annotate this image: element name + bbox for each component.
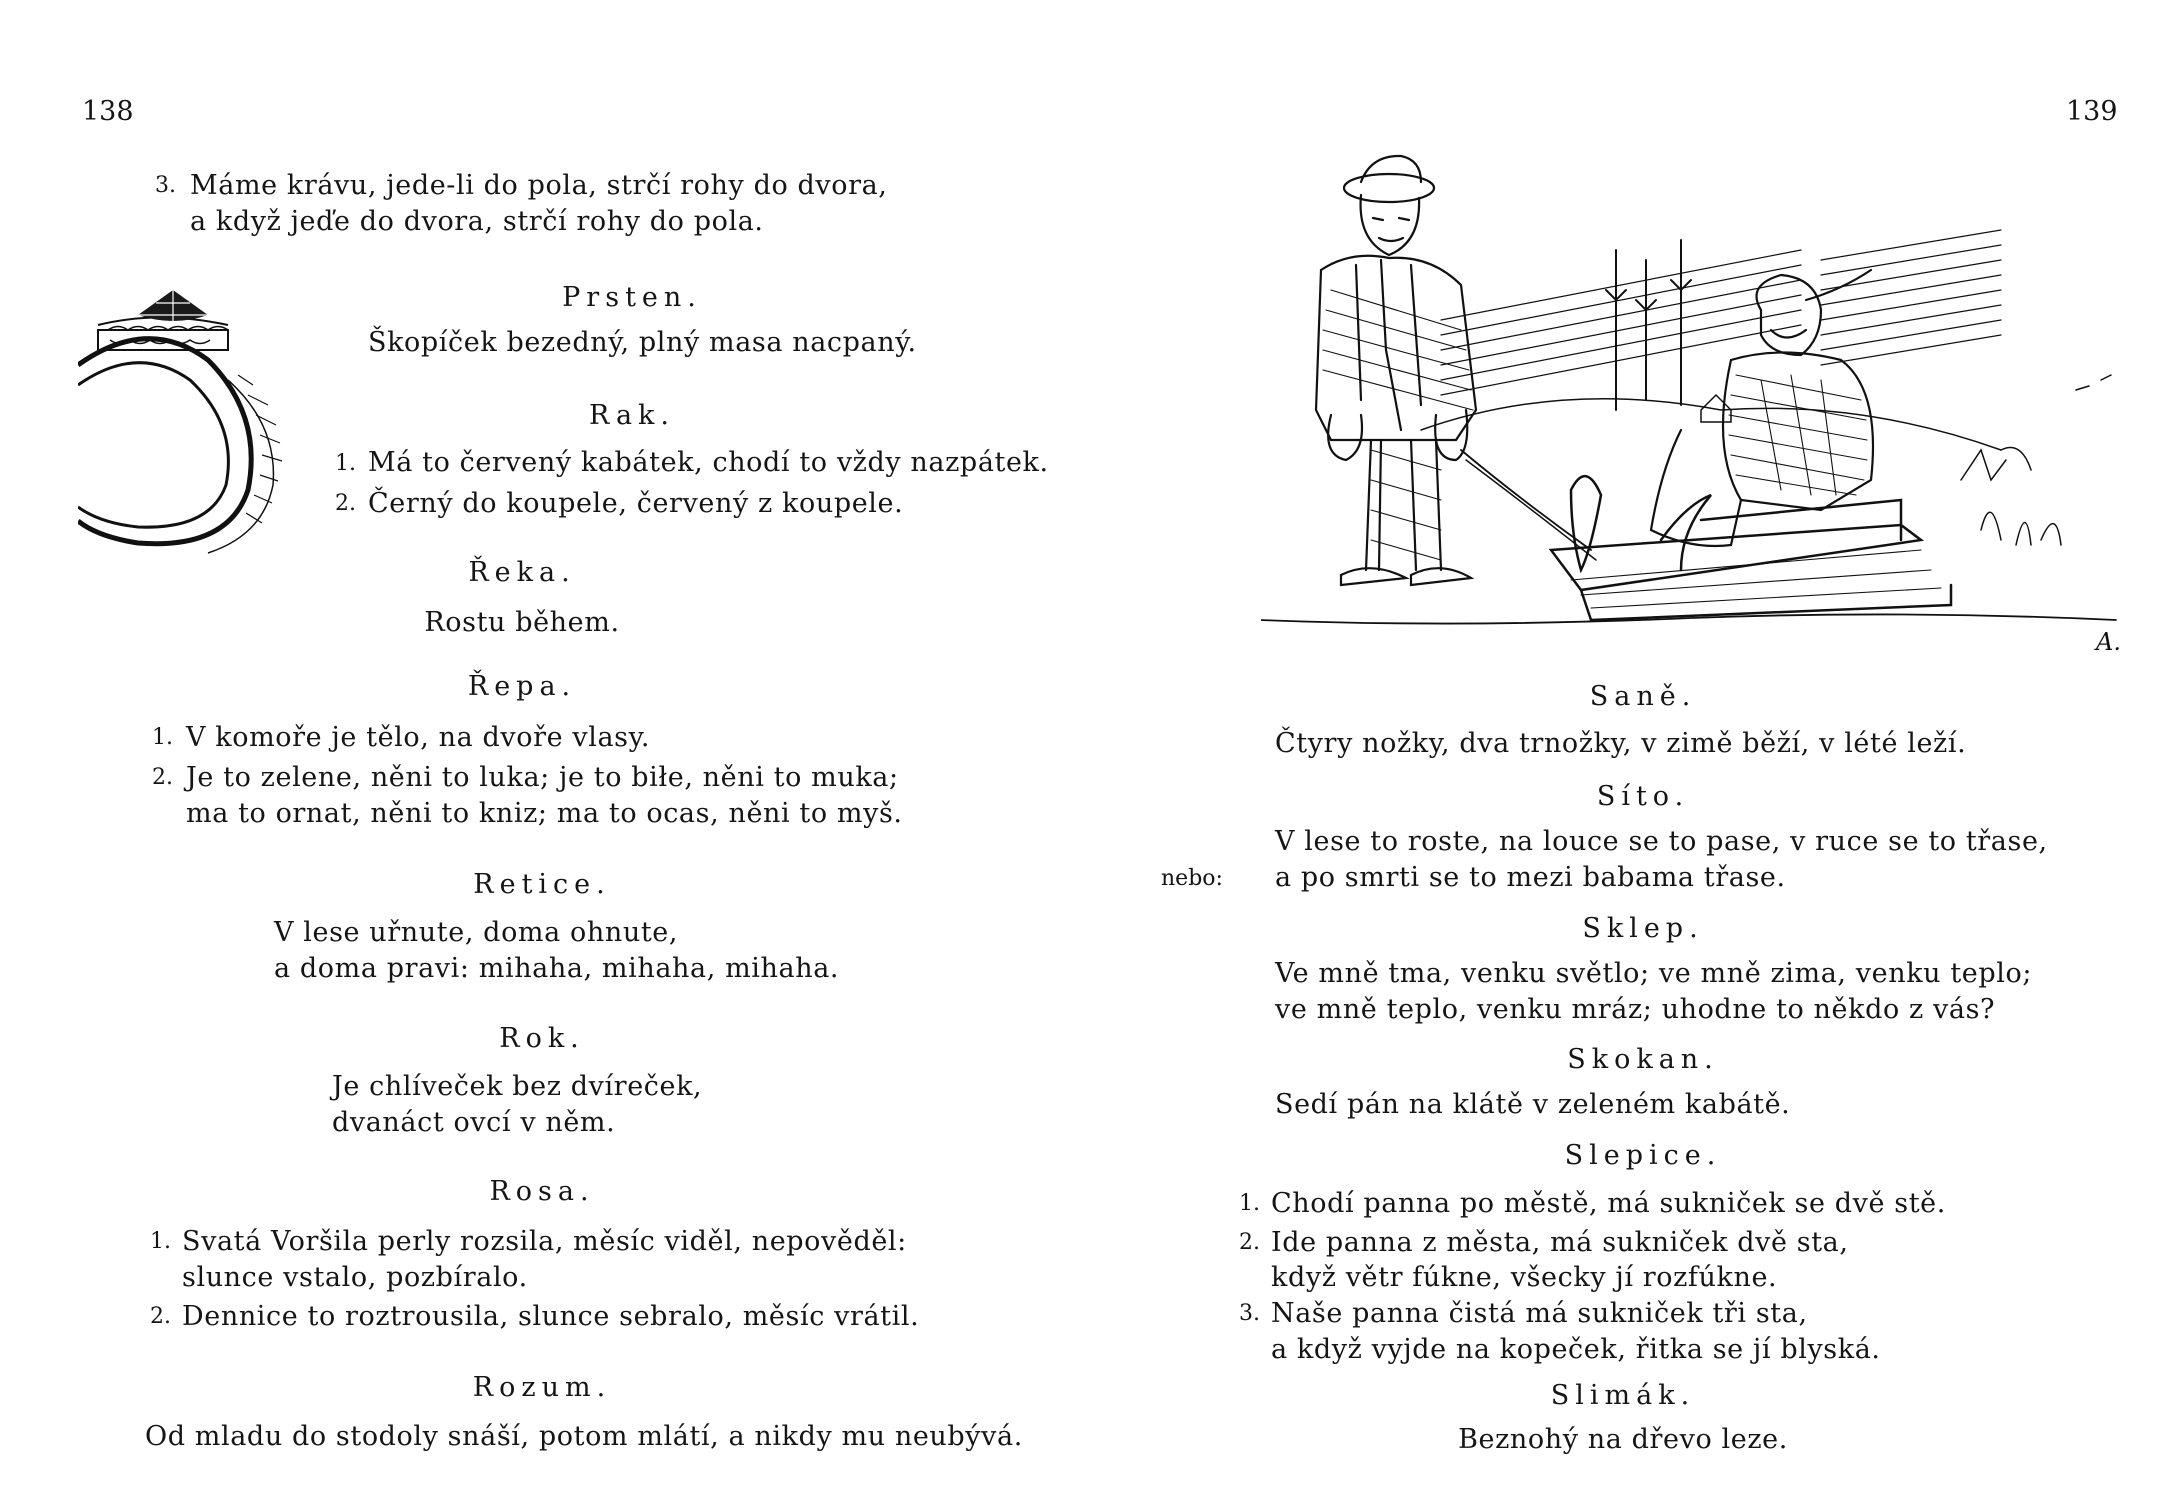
riddle-line: a když jeďe do dvora, strčí rohy do pola. [190, 206, 764, 237]
riddle-line: a po smrti se to mezi babama třase. [1275, 862, 1786, 893]
riddle-line: Rostu během. [424, 607, 620, 638]
section-title-sklep: Sklep. [1582, 913, 1704, 944]
page-number: 139 [2066, 96, 2118, 127]
section-title-slepice: Slepice. [1564, 1140, 1722, 1171]
section-title-skokan: Skokan. [1567, 1044, 1719, 1075]
item-number: 2. [150, 1304, 171, 1329]
riddle-line: Je chlíveček bez dvíreček, [332, 1071, 703, 1102]
riddle-line: dvanáct ovcí v něm. [332, 1107, 616, 1138]
riddle-line: slunce vstalo, pozbíralo. [182, 1262, 528, 1293]
section-title-rozum: Rozum. [472, 1372, 612, 1403]
section-title-sito: Síto. [1596, 781, 1690, 812]
riddle-line: když větr fúkne, všecky jí rozfúkne. [1271, 1262, 1778, 1293]
section-title-rok: Rok. [499, 1023, 585, 1054]
riddle-line: a když vyjde na kopeček, řitka se jí blyská. [1271, 1334, 1881, 1365]
item-number: 1. [150, 1229, 171, 1254]
right-page [1081, 0, 2162, 1500]
section-title-prsten: Prsten. [562, 282, 702, 313]
item-number: 3. [1239, 1301, 1260, 1326]
item-number: 2. [152, 765, 173, 790]
riddle-number: 3. [155, 173, 176, 198]
riddle-line: Ve mně tma, venku světlo; ve mně zima, venku teplo; [1275, 958, 2033, 989]
riddle-line: Svatá Voršila perly rozsila, měsíc viděl, nepověděl: [182, 1226, 907, 1257]
riddle-line: a doma pravi: mihaha, mihaha, mihaha. [274, 953, 840, 984]
riddle-line: Čtyry nožky, dva trnožky, v zimě běží, v lété leží. [1275, 728, 1967, 759]
riddle-line: Sedí pán na klátě v zeleném kabátě. [1275, 1089, 1791, 1120]
riddle-line: ma to ornat, něni to kniz; ma to ocas, něni to myš. [186, 798, 903, 829]
riddle-line: V lese to roste, na louce se to pase, v ruce se to třase, [1275, 826, 2048, 857]
alternative-note: nebo: [1161, 866, 1223, 891]
riddle-line: Škopíček bezedný, plný masa nacpaný. [368, 327, 917, 358]
item-number: 1. [152, 725, 173, 750]
riddle-line: Máme krávu, jede-li do pola, strčí rohy do dvora, [190, 170, 888, 201]
riddle-line: Je to zelene, něni to luka; je to biłe, něni to muka; [186, 762, 899, 793]
section-title-rosa: Rosa. [489, 1176, 595, 1207]
section-title-sane: Saně. [1589, 681, 1697, 712]
riddle-line: Dennice to roztrousila, slunce sebralo, měsíc vrátil. [182, 1301, 920, 1332]
illustration-signature: A. [2096, 628, 2121, 656]
riddle-line: V komoře je tělo, na dvoře vlasy. [186, 722, 651, 753]
item-number: 2. [335, 491, 356, 516]
section-title-retice: Retice. [473, 869, 611, 900]
section-title-repa: Řepa. [467, 671, 577, 702]
riddle-line: Od mladu do stodoly snáší, potom mlátí, a nikdy mu neubývá. [145, 1421, 1023, 1452]
page-number: 138 [82, 96, 134, 127]
item-number: 1. [335, 451, 356, 476]
riddle-line: Beznohý na dřevo leze. [1458, 1424, 1788, 1455]
item-number: 1. [1239, 1191, 1260, 1216]
section-title-rak: Rak. [589, 400, 675, 431]
riddle-line: Chodí panna po městě, má sukniček se dvě stě. [1271, 1188, 1946, 1219]
section-title-slimak: Slimák. [1550, 1380, 1696, 1411]
riddle-line: Černý do koupele, červený z koupele. [368, 488, 904, 519]
riddle-line: V lese uřnute, doma ohnute, [274, 917, 679, 948]
riddle-line: Ide panna z města, má sukniček dvě sta, [1271, 1227, 1849, 1258]
ring-illustration [78, 285, 298, 565]
riddle-line: Má to červený kabátek, chodí to vždy nazpátek. [368, 447, 1049, 478]
item-number: 2. [1239, 1230, 1260, 1255]
riddle-line: ve mně teplo, venku mráz; uhodne to někdo z vás? [1275, 994, 1996, 1025]
riddle-line: Naše panna čistá má sukniček tři sta, [1271, 1298, 1808, 1329]
section-title-reka: Řeka. [468, 557, 576, 588]
sled-illustration [1261, 150, 2121, 665]
